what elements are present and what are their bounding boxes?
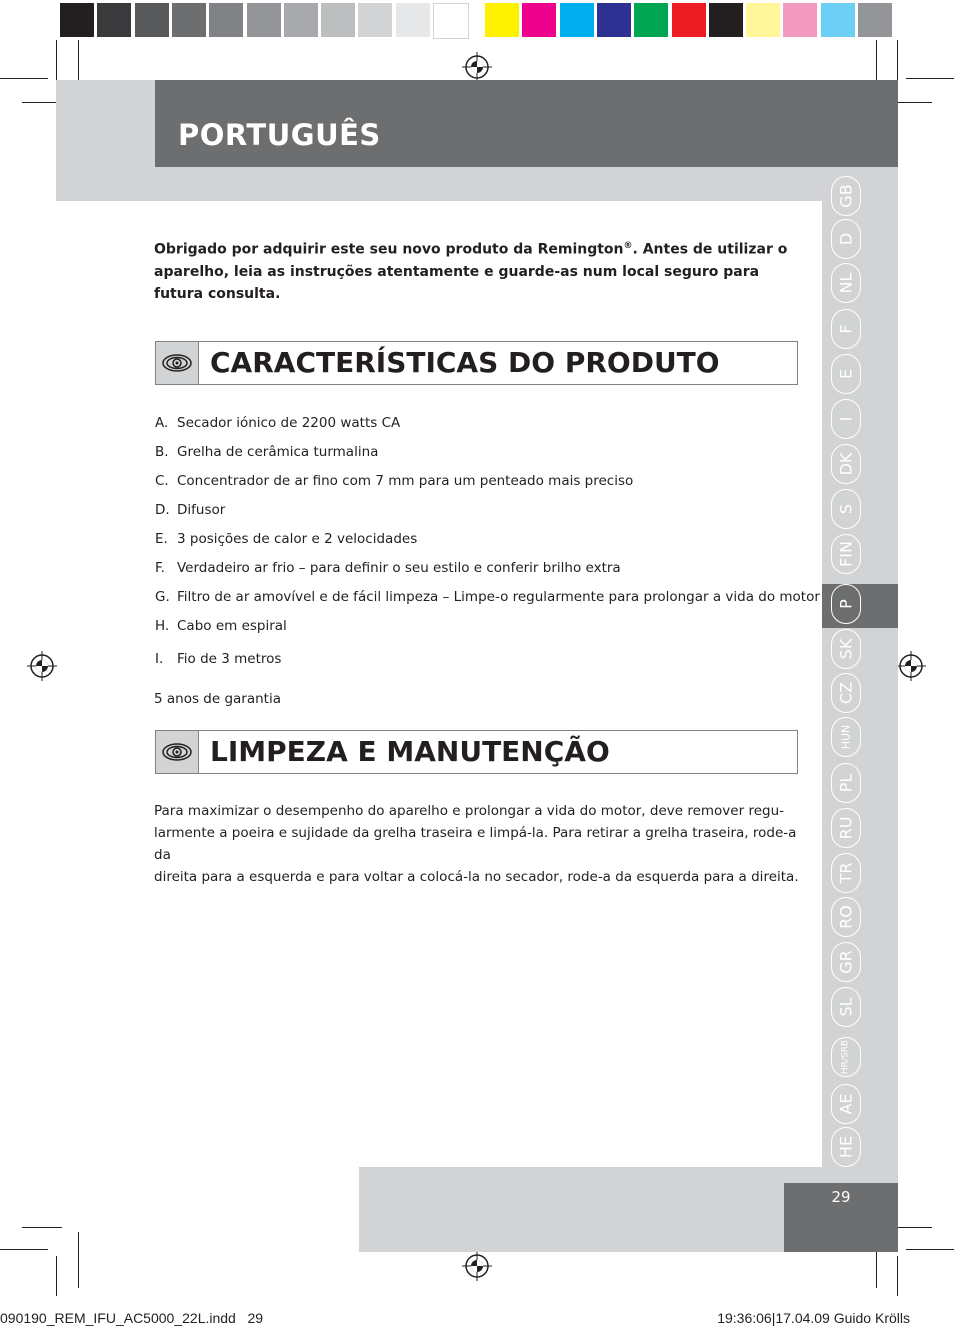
language-tab-hun[interactable] [831,717,861,757]
language-code: RO [836,905,856,929]
eye-icon [156,342,199,384]
language-code: PL [836,773,856,793]
color-swatch [485,3,519,37]
feature-letter: C. [155,473,169,489]
feature-text: Concentrador de ar fino com 7 mm para um penteado mais preciso [177,473,634,489]
section-title: LIMPEZA E MANUTENÇÃO [210,735,610,768]
intro-text: Obrigado por adquirir este seu novo produto da Remington [154,241,624,258]
language-tab-ru[interactable] [831,808,861,848]
feature-item [155,531,417,547]
language-code: AE [836,1093,856,1115]
gray-swatch [433,3,469,39]
page-number: 29 [831,1188,851,1206]
feature-item [155,618,287,634]
color-swatch [821,3,855,37]
feature-text: Filtro de ar amovível e de fácil limpeza – Limpe-o regularmente para prolongar a vida do motor [177,589,820,605]
language-tab-he[interactable] [831,1127,861,1167]
language-code: I [836,416,856,422]
warranty-text: 5 anos de garantia [154,691,281,707]
section-title: CARACTERÍSTICAS DO PRODUTO [210,346,720,379]
gray-swatch [358,3,392,37]
crop-mark [892,1227,932,1228]
color-swatch [746,3,780,37]
feature-text: Verdadeiro ar frio – para definir o seu estilo e conferir brilho extra [177,560,621,576]
language-code: TR [836,862,856,884]
color-swatch [783,3,817,37]
feature-item [155,589,820,605]
gray-swatch [209,3,243,37]
page-number-box [784,1183,898,1252]
feature-text: Fio de 3 metros [177,651,282,667]
cleaning-line: larmente a poeira e sujidade da grelha traseira e limpá-la. Para retirar a grelha traseira, rode-a da [154,825,797,863]
registration-mark-icon [462,52,492,82]
intro-paragraph [154,235,794,305]
language-code: CZ [836,681,856,705]
language-tab-sl[interactable] [831,987,861,1027]
section-header-cleaning [155,730,798,774]
language-tab-f[interactable] [831,309,861,349]
feature-text: Grelha de cerâmica turmalina [177,444,379,460]
language-code: SK [836,638,856,660]
language-tab-s[interactable] [831,489,861,529]
language-code: D [836,232,856,246]
feature-text: Cabo em espiral [177,618,287,634]
color-swatch [560,3,594,37]
crop-mark [906,1249,954,1250]
language-tab-ae[interactable] [831,1084,861,1124]
feature-letter: E. [155,531,168,547]
gray-swatch [396,3,430,37]
language-code: HE [836,1135,856,1159]
language-tab-tr[interactable] [831,853,861,893]
feature-text: Difusor [177,502,226,518]
language-code: HR/SRB [840,1039,851,1075]
feature-letter: H. [155,618,170,634]
language-tab-nl[interactable] [831,263,861,303]
language-code: DK [836,452,856,476]
color-swatch [597,3,631,37]
gray-swatch [172,3,206,37]
language-code: FIN [836,541,856,567]
language-tab-gr[interactable] [831,942,861,982]
feature-text: Secador iónico de 2200 watts CA [177,415,401,431]
color-swatch [858,3,892,37]
gray-swatch [97,3,131,37]
language-code: E [836,368,856,380]
crop-mark [0,78,48,79]
language-code: SL [836,997,856,1017]
language-tab-ro[interactable] [831,897,861,937]
color-swatch [672,3,706,37]
color-swatch [709,3,743,37]
gray-swatch [321,3,355,37]
language-code: RU [836,816,856,840]
feature-item [155,502,225,518]
footer-timestamp: 19:36:06|17.04.09 Guido Krölls [717,1310,910,1326]
language-tab-e[interactable] [831,354,861,394]
registration-mark-icon [896,651,926,681]
feature-item [155,651,281,667]
crop-mark [906,78,954,79]
footer-filename: 090190_REM_IFU_AC5000_22L.indd 29 [0,1310,264,1326]
language-tab-sk[interactable] [831,629,861,669]
color-swatch [522,3,556,37]
crop-mark [892,102,932,103]
crop-mark [897,1256,898,1296]
language-code: GR [836,950,856,974]
feature-letter: B. [155,444,169,460]
language-tab-d[interactable] [831,219,861,259]
header-bar [155,80,898,167]
color-swatch [634,3,668,37]
crop-mark [897,40,898,80]
gray-swatch [60,3,94,37]
registration-mark-icon [462,1251,492,1281]
page-title: PORTUGUÊS [178,118,381,152]
language-code: P [836,599,856,609]
language-code: S [836,503,856,515]
language-tab-i[interactable] [831,399,861,439]
eye-icon [156,731,199,773]
registered-mark: ® [623,241,633,251]
gray-swatch [247,3,281,37]
language-tab-pl[interactable] [831,763,861,803]
section-header-features [155,341,798,385]
language-tab-fin[interactable] [831,534,861,574]
cleaning-paragraph [154,800,814,888]
feature-letter: I. [155,651,164,667]
intro-text-continued: . Antes de utilizar o aparelho, leia as instruções atentamente e guarde-as num local seguro para futura consulta. [154,241,788,302]
gray-swatch [284,3,318,37]
feature-item [155,415,400,431]
language-code: GB [836,184,856,208]
registration-mark-icon [27,651,57,681]
feature-letter: A. [155,415,169,431]
language-tab-hr-srb[interactable] [831,1037,861,1077]
language-code: NL [836,272,856,294]
crop-mark [56,40,57,80]
crop-mark [56,1256,57,1296]
cleaning-line: Para maximizar o desempenho do aparelho e prolongar a vida do motor, deve remover regu- [154,803,784,819]
language-code: HUN [839,724,853,750]
language-tab-p[interactable] [831,584,861,624]
feature-letter: D. [155,502,170,518]
gray-swatch [135,3,169,37]
feature-item [155,444,378,460]
feature-letter: F. [155,560,165,576]
feature-item [155,473,633,489]
cleaning-line: direita para a esquerda e para voltar a colocá-la no secador, rode-a da esquerda para a direita. [154,869,799,885]
feature-item [155,560,621,576]
language-code: F [836,324,856,334]
feature-text: 3 posições de calor e 2 velocidades [177,531,418,547]
feature-letter: G. [155,589,170,605]
crop-mark [22,1227,62,1228]
crop-mark [0,1249,48,1250]
language-tab-dk[interactable] [831,444,861,484]
language-tab-cz[interactable] [831,673,861,713]
language-tab-gb[interactable] [831,176,861,216]
crop-mark [78,1232,79,1288]
